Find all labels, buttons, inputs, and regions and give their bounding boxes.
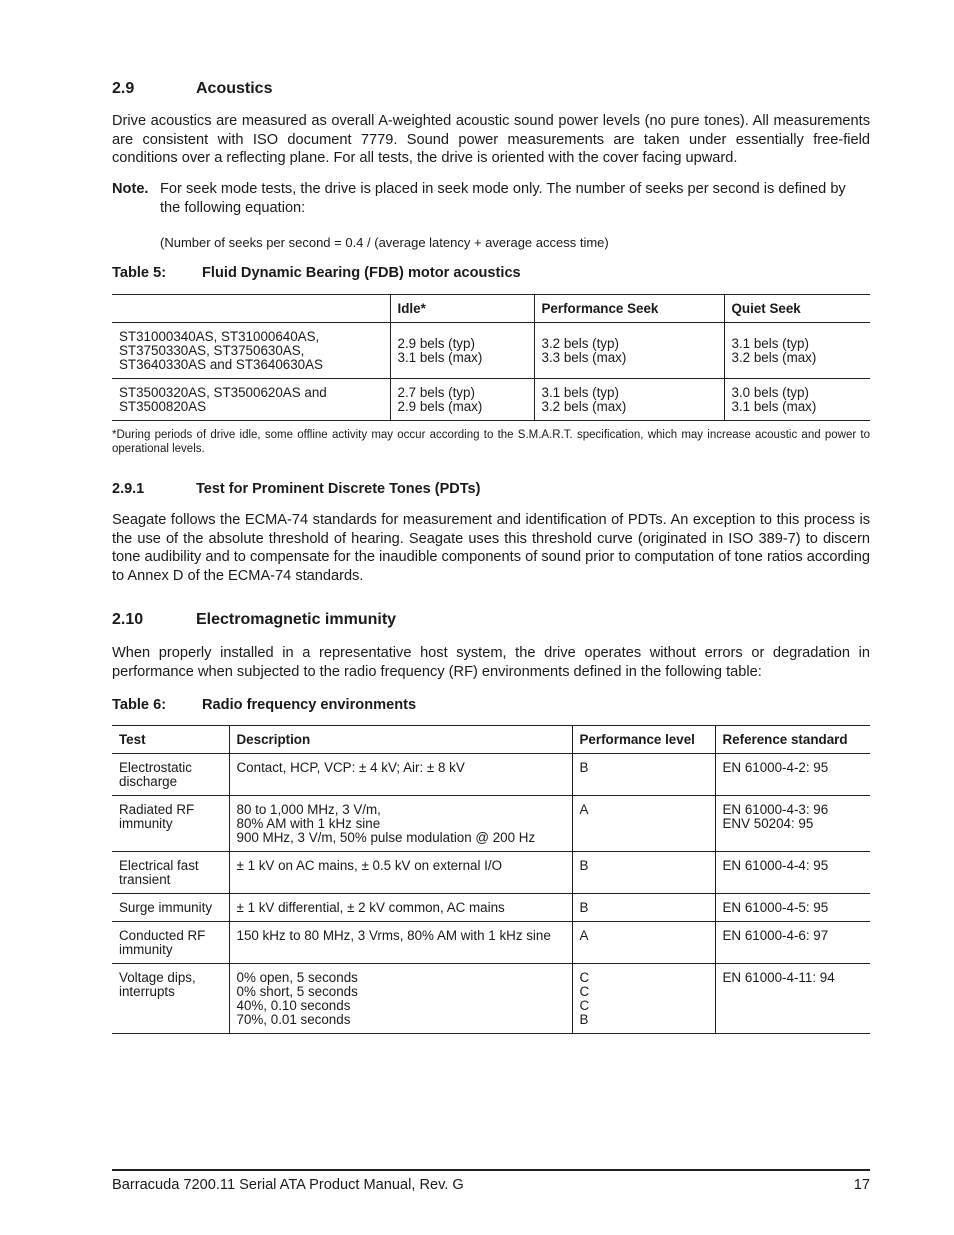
note-label: Note. xyxy=(112,181,149,197)
standard-cell xyxy=(715,964,870,1034)
description-cell xyxy=(229,922,572,964)
emi-paragraph: When properly installed in a representative host system, the drive operates without errors or degradation in performance when subjected to the radio frequency (RF) environments defined in the following table: xyxy=(112,645,870,680)
description-cell xyxy=(229,964,572,1034)
cell-line: 3.2 bels (max) xyxy=(541,399,627,414)
cell-line: Electrostatic xyxy=(119,760,192,775)
cell-line: ST3500320AS, ST3500620AS and xyxy=(119,385,327,400)
cell-line: 70%, 0.01 seconds xyxy=(236,1012,351,1027)
standard-cell xyxy=(715,852,870,894)
table-header-cell: Test xyxy=(112,726,229,754)
cell-line: Conducted RF xyxy=(119,928,206,943)
cell-line: B xyxy=(579,1012,589,1027)
test-cell xyxy=(112,894,229,922)
table-header-cell: Idle* xyxy=(390,295,534,323)
performance-seek-cell xyxy=(534,379,724,421)
idle-cell xyxy=(390,379,534,421)
level-cell xyxy=(572,894,715,922)
table-header-cell: Performance Seek xyxy=(534,295,724,323)
acoustics-paragraph: Drive acoustics are measured as overall A-weighted acoustic sound power levels (no pure tones). All measurements are consistent with ISO document 7779. Sound power measurements are taken under essentially free-field conditions over a reflecting plane. For all tests, the drive is oriented with the cover facing upward. xyxy=(112,113,870,167)
section-heading-2-10 xyxy=(112,611,396,629)
note-block xyxy=(112,180,870,217)
table-header-row xyxy=(112,726,870,754)
cell-line: C xyxy=(579,984,590,999)
table-header-row xyxy=(112,295,870,323)
cell-line: 2.7 bels (typ) xyxy=(397,385,475,400)
table5-footnote: *During periods of drive idle, some offline activity may occur according to the S.M.A.R.T. specification, which may increase acoustic and power to operational levels. xyxy=(112,429,870,455)
test-cell xyxy=(112,964,229,1034)
table5-caption-number: Table 5: xyxy=(112,265,167,281)
cell-line: Contact, HCP, VCP: ± 4 kV; Air: ± 8 kV xyxy=(236,760,465,775)
level-cell xyxy=(572,852,715,894)
table5-caption xyxy=(112,265,521,281)
table-row xyxy=(112,379,870,421)
acoustics-table xyxy=(112,294,870,421)
footer-divider xyxy=(112,1169,870,1171)
test-cell xyxy=(112,754,229,796)
cell-line: Surge immunity xyxy=(119,900,213,915)
cell-line: 3.2 bels (typ) xyxy=(541,336,619,351)
table-row xyxy=(112,852,870,894)
level-cell xyxy=(572,922,715,964)
cell-line: immunity xyxy=(119,942,173,957)
cell-line: ST3500820AS xyxy=(119,399,207,414)
page-number: 17 xyxy=(853,1177,870,1193)
cell-line: interrupts xyxy=(119,984,175,999)
cell-line: 80 to 1,000 MHz, 3 V/m, xyxy=(236,802,381,817)
cell-line: transient xyxy=(119,872,171,887)
cell-line: EN 61000-4-3: 96 xyxy=(722,802,829,817)
cell-line: 150 kHz to 80 MHz, 3 Vrms, 80% AM with 1 kHz sine xyxy=(236,928,551,943)
cell-line: C xyxy=(579,970,590,985)
table5-caption-title: Fluid Dynamic Bearing (FDB) motor acoustics xyxy=(202,265,521,281)
cell-line: 3.0 bels (typ) xyxy=(731,385,809,400)
cell-line: EN 61000-4-11: 94 xyxy=(722,970,835,985)
cell-line: EN 61000-4-5: 95 xyxy=(722,900,829,915)
table-row xyxy=(112,964,870,1034)
table-header-cell: Reference standard xyxy=(715,726,870,754)
standard-cell xyxy=(715,754,870,796)
standard-cell xyxy=(715,796,870,852)
table-header-cell: Quiet Seek xyxy=(724,295,870,323)
cell-line: ST31000340AS, ST31000640AS, xyxy=(119,329,320,344)
table-row xyxy=(112,894,870,922)
performance-seek-cell xyxy=(534,323,724,379)
description-cell xyxy=(229,894,572,922)
cell-line: 3.3 bels (max) xyxy=(541,350,627,365)
rf-environments-table xyxy=(112,725,870,1034)
description-cell xyxy=(229,852,572,894)
cell-line: ± 1 kV on AC mains, ± 0.5 kV on external I/O xyxy=(236,858,503,873)
cell-line: 2.9 bels (typ) xyxy=(397,336,475,351)
quiet-seek-cell xyxy=(724,323,870,379)
cell-line: B xyxy=(579,900,589,915)
idle-cell xyxy=(390,323,534,379)
section-title: Electromagnetic immunity xyxy=(196,611,397,628)
description-cell xyxy=(229,754,572,796)
quiet-seek-cell xyxy=(724,379,870,421)
table-header-cell xyxy=(112,295,390,323)
test-cell xyxy=(112,852,229,894)
cell-line: A xyxy=(579,928,589,943)
cell-line: ST3750330AS, ST3750630AS, xyxy=(119,343,305,358)
cell-line: Radiated RF xyxy=(119,802,195,817)
table-row xyxy=(112,796,870,852)
table6-caption-title: Radio frequency environments xyxy=(202,697,417,713)
cell-line: 2.9 bels (max) xyxy=(397,399,483,414)
section-title: Acoustics xyxy=(196,80,273,97)
section-heading-2-9 xyxy=(112,80,272,98)
table-row xyxy=(112,922,870,964)
cell-line: ± 1 kV differential, ± 2 kV common, AC mains xyxy=(236,900,505,915)
footer-title: Barracuda 7200.11 Serial ATA Product Manual, Rev. G xyxy=(112,1177,464,1193)
cell-line: 3.1 bels (typ) xyxy=(541,385,619,400)
standard-cell xyxy=(715,922,870,964)
cell-line: ENV 50204: 95 xyxy=(722,816,814,831)
cell-line: 3.1 bels (typ) xyxy=(731,336,809,351)
model-cell xyxy=(112,323,390,379)
cell-line: 3.1 bels (max) xyxy=(731,399,817,414)
cell-line: 900 MHz, 3 V/m, 50% pulse modulation @ 200 Hz xyxy=(236,830,536,845)
table-row xyxy=(112,323,870,379)
level-cell xyxy=(572,964,715,1034)
cell-line: EN 61000-4-4: 95 xyxy=(722,858,829,873)
cell-line: ST3640330AS and ST3640630AS xyxy=(119,357,323,372)
table-row xyxy=(112,754,870,796)
cell-line: 0% open, 5 seconds xyxy=(236,970,358,985)
cell-line: C xyxy=(579,998,590,1013)
section-number: 2.10 xyxy=(112,611,144,628)
cell-line: B xyxy=(579,760,589,775)
table6-caption-number: Table 6: xyxy=(112,697,167,713)
model-cell xyxy=(112,379,390,421)
table-header-cell: Performance level xyxy=(572,726,715,754)
level-cell xyxy=(572,796,715,852)
description-cell xyxy=(229,796,572,852)
standard-cell xyxy=(715,894,870,922)
level-cell xyxy=(572,754,715,796)
cell-line: B xyxy=(579,858,589,873)
section-heading-2-9-1 xyxy=(112,481,480,497)
section-title: Test for Prominent Discrete Tones (PDTs) xyxy=(196,481,481,497)
cell-line: A xyxy=(579,802,589,817)
cell-line: EN 61000-4-6: 97 xyxy=(722,928,829,943)
test-cell xyxy=(112,922,229,964)
cell-line: immunity xyxy=(119,816,173,831)
cell-line: Electrical fast xyxy=(119,858,199,873)
cell-line: discharge xyxy=(119,774,178,789)
pdt-paragraph: Seagate follows the ECMA-74 standards for measurement and identification of PDTs. An exception to this process is the use of the absolute threshold of hearing. Seagate uses this threshold curve (originated in ISO 389-7) to discern tone audibility and to compensate for the inaudible components of sound prior to computation of tone ratios according to Annex D of the ECMA-74 standards. xyxy=(112,512,870,585)
section-number: 2.9.1 xyxy=(112,481,145,497)
section-number: 2.9 xyxy=(112,80,135,97)
cell-line: EN 61000-4-2: 95 xyxy=(722,760,829,775)
cell-line: 40%, 0.10 seconds xyxy=(236,998,351,1013)
table-header-cell: Description xyxy=(229,726,572,754)
cell-line: Voltage dips, xyxy=(119,970,196,985)
cell-line: 3.2 bels (max) xyxy=(731,350,817,365)
test-cell xyxy=(112,796,229,852)
cell-line: 0% short, 5 seconds xyxy=(236,984,358,999)
seek-equation: (Number of seeks per second = 0.4 / (average latency + average access time) xyxy=(160,235,609,250)
cell-line: 3.1 bels (max) xyxy=(397,350,483,365)
table6-caption xyxy=(112,697,416,713)
cell-line: 80% AM with 1 kHz sine xyxy=(236,816,381,831)
note-text: For seek mode tests, the drive is placed in seek mode only. The number of seeks per second is defined by the following equation: xyxy=(160,181,846,216)
